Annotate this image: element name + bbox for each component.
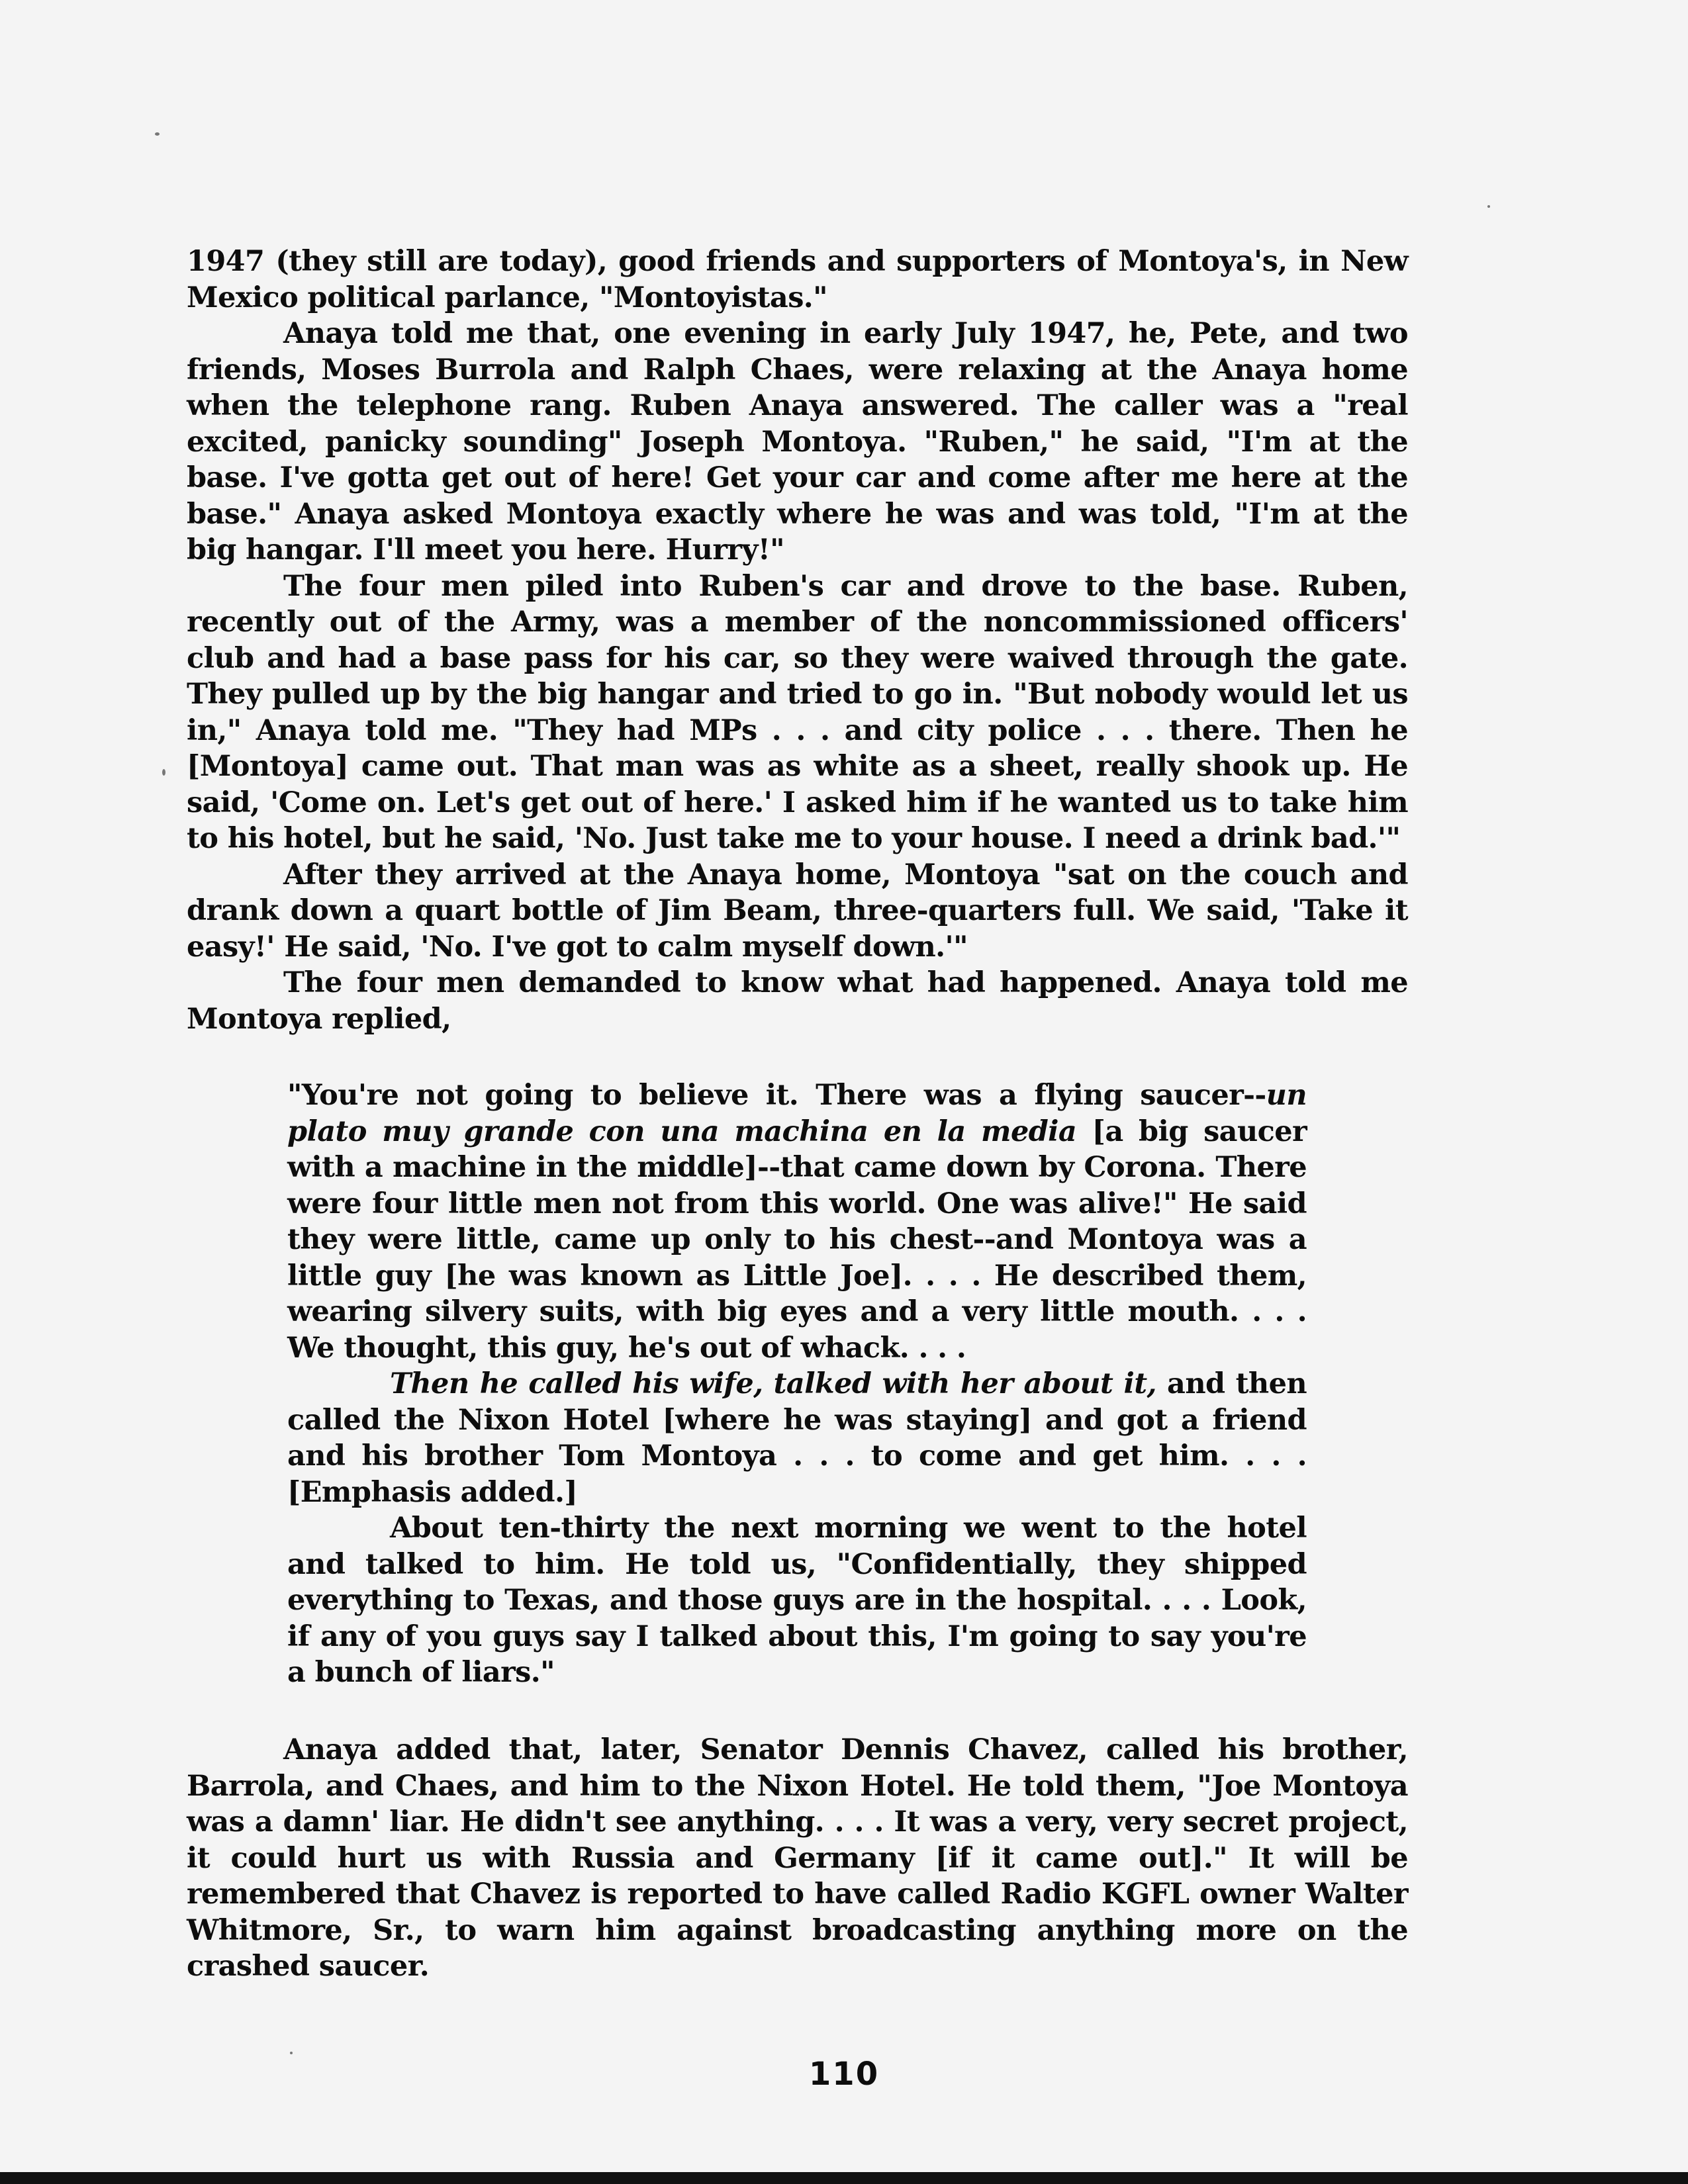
quote-paragraph-next-morning: About ten-thirty the next morning we went to the hotel and talked to him. He told us, "Confidentially, they shipped everything to Texas, and those guys are in the hospital. . . . Look, if any of you guys say I talked about this, I'm going to say you're a bunch of liars."	[287, 1512, 1307, 1689]
scan-bottom-edge	[0, 2172, 1688, 2184]
main-body-text	[187, 244, 1408, 1037]
spanish-italic-phrase: un plato muy grande con una machina en la media	[287, 1079, 1307, 1148]
paragraph-drive-to-base: The four men piled into Ruben's car and drove to the base. Ruben, recently out of the Army, was a member of the noncommissioned officers' club and had a base pass for his car, so they were waived through the gate. They pulled up by the big hangar and tried to go in. "But nobody would let us in," Anaya told me. "They had MPs . . . and city police . . . there. Then he [Montoya] came out. That man was as white as a sheet, really shook up. He said, 'Come on. Let's get out of here.' I asked him if he wanted us to take him to his hotel, but he said, 'No. Just take me to your house. I need a drink bad.'"	[187, 569, 1408, 855]
quote-paragraph-wife	[287, 1366, 1307, 1510]
quote-saucer-rest: [a big saucer with a machine in the middle]--that came down by Corona. There were four little men not from this world. One was alive!" He said they were little, came up only to his chest--and Montoya was a little guy [he was known as Little Joe]. . . . He described them, wearing silvery suits, with big eyes and a very little mouth. . . . We thought, this guy, he's out of whack. . . .	[287, 1115, 1307, 1365]
quote-opening: "You're not going to believe it. There was a flying saucer--	[287, 1079, 1266, 1112]
closing-body-text	[187, 1732, 1408, 1985]
quote-paragraph-saucer	[287, 1077, 1307, 1366]
block-quote	[287, 1077, 1307, 1691]
paragraph-senator-chavez: Anaya added that, later, Senator Dennis Chavez, called his brother, Barrola, and Chaes, and him to the Nixon Hotel. He told them, "Joe Montoya was a damn' liar. He didn't see anything. . . . It was a very, very secret project, it could hurt us with Russia and Germany [if it came out]." It will be remembered that Chavez is reported to have called Radio KGFL owner Walter Whitmore, Sr., to warn him against broadcasting anything more on the crashed saucer.	[187, 1733, 1408, 1983]
paragraph-demanded-to-know: The four men demanded to know what had happened. Anaya told me Montoya replied,	[187, 966, 1408, 1036]
paragraph-phone-call: Anaya told me that, one evening in early July 1947, he, Pete, and two friends, Moses Burrola and Ralph Chaes, were relaxing at the Anaya home when the telephone rang. Ruben Anaya answered. The caller was a "real excited, panicky sounding" Joseph Montoya. "Ruben," he said, "I'm at the base. I've gotta get out of here! Get your car and come after me here at the base." Anaya asked Montoya exactly where he was and was told, "I'm at the big hangar. I'll meet you here. Hurry!"	[187, 317, 1408, 567]
scan-speck	[162, 769, 165, 776]
quote-wife-rest: and then called the Nixon Hotel [where he was staying] and got a friend and his brother Tom Montoya . . . to come and get him. . . . [Emphasis added.]	[287, 1367, 1307, 1509]
paragraph-anaya-home: After they arrived at the Anaya home, Montoya "sat on the couch and drank down a quart bottle of Jim Beam, three-quarters full. We said, 'Take it easy!' He said, 'No. I've got to calm myself down.'"	[187, 858, 1408, 964]
scan-speck	[290, 2052, 293, 2054]
scan-speck	[1487, 205, 1490, 208]
page-number: 110	[808, 2056, 880, 2093]
paragraph-continuation: 1947 (they still are today), good friends and supporters of Montoya's, in New Mexico political parlance, "Montoyistas."	[187, 245, 1408, 314]
scan-speck	[155, 132, 160, 136]
emphasis-italic-phrase: Then he called his wife, talked with her about it,	[390, 1367, 1156, 1400]
